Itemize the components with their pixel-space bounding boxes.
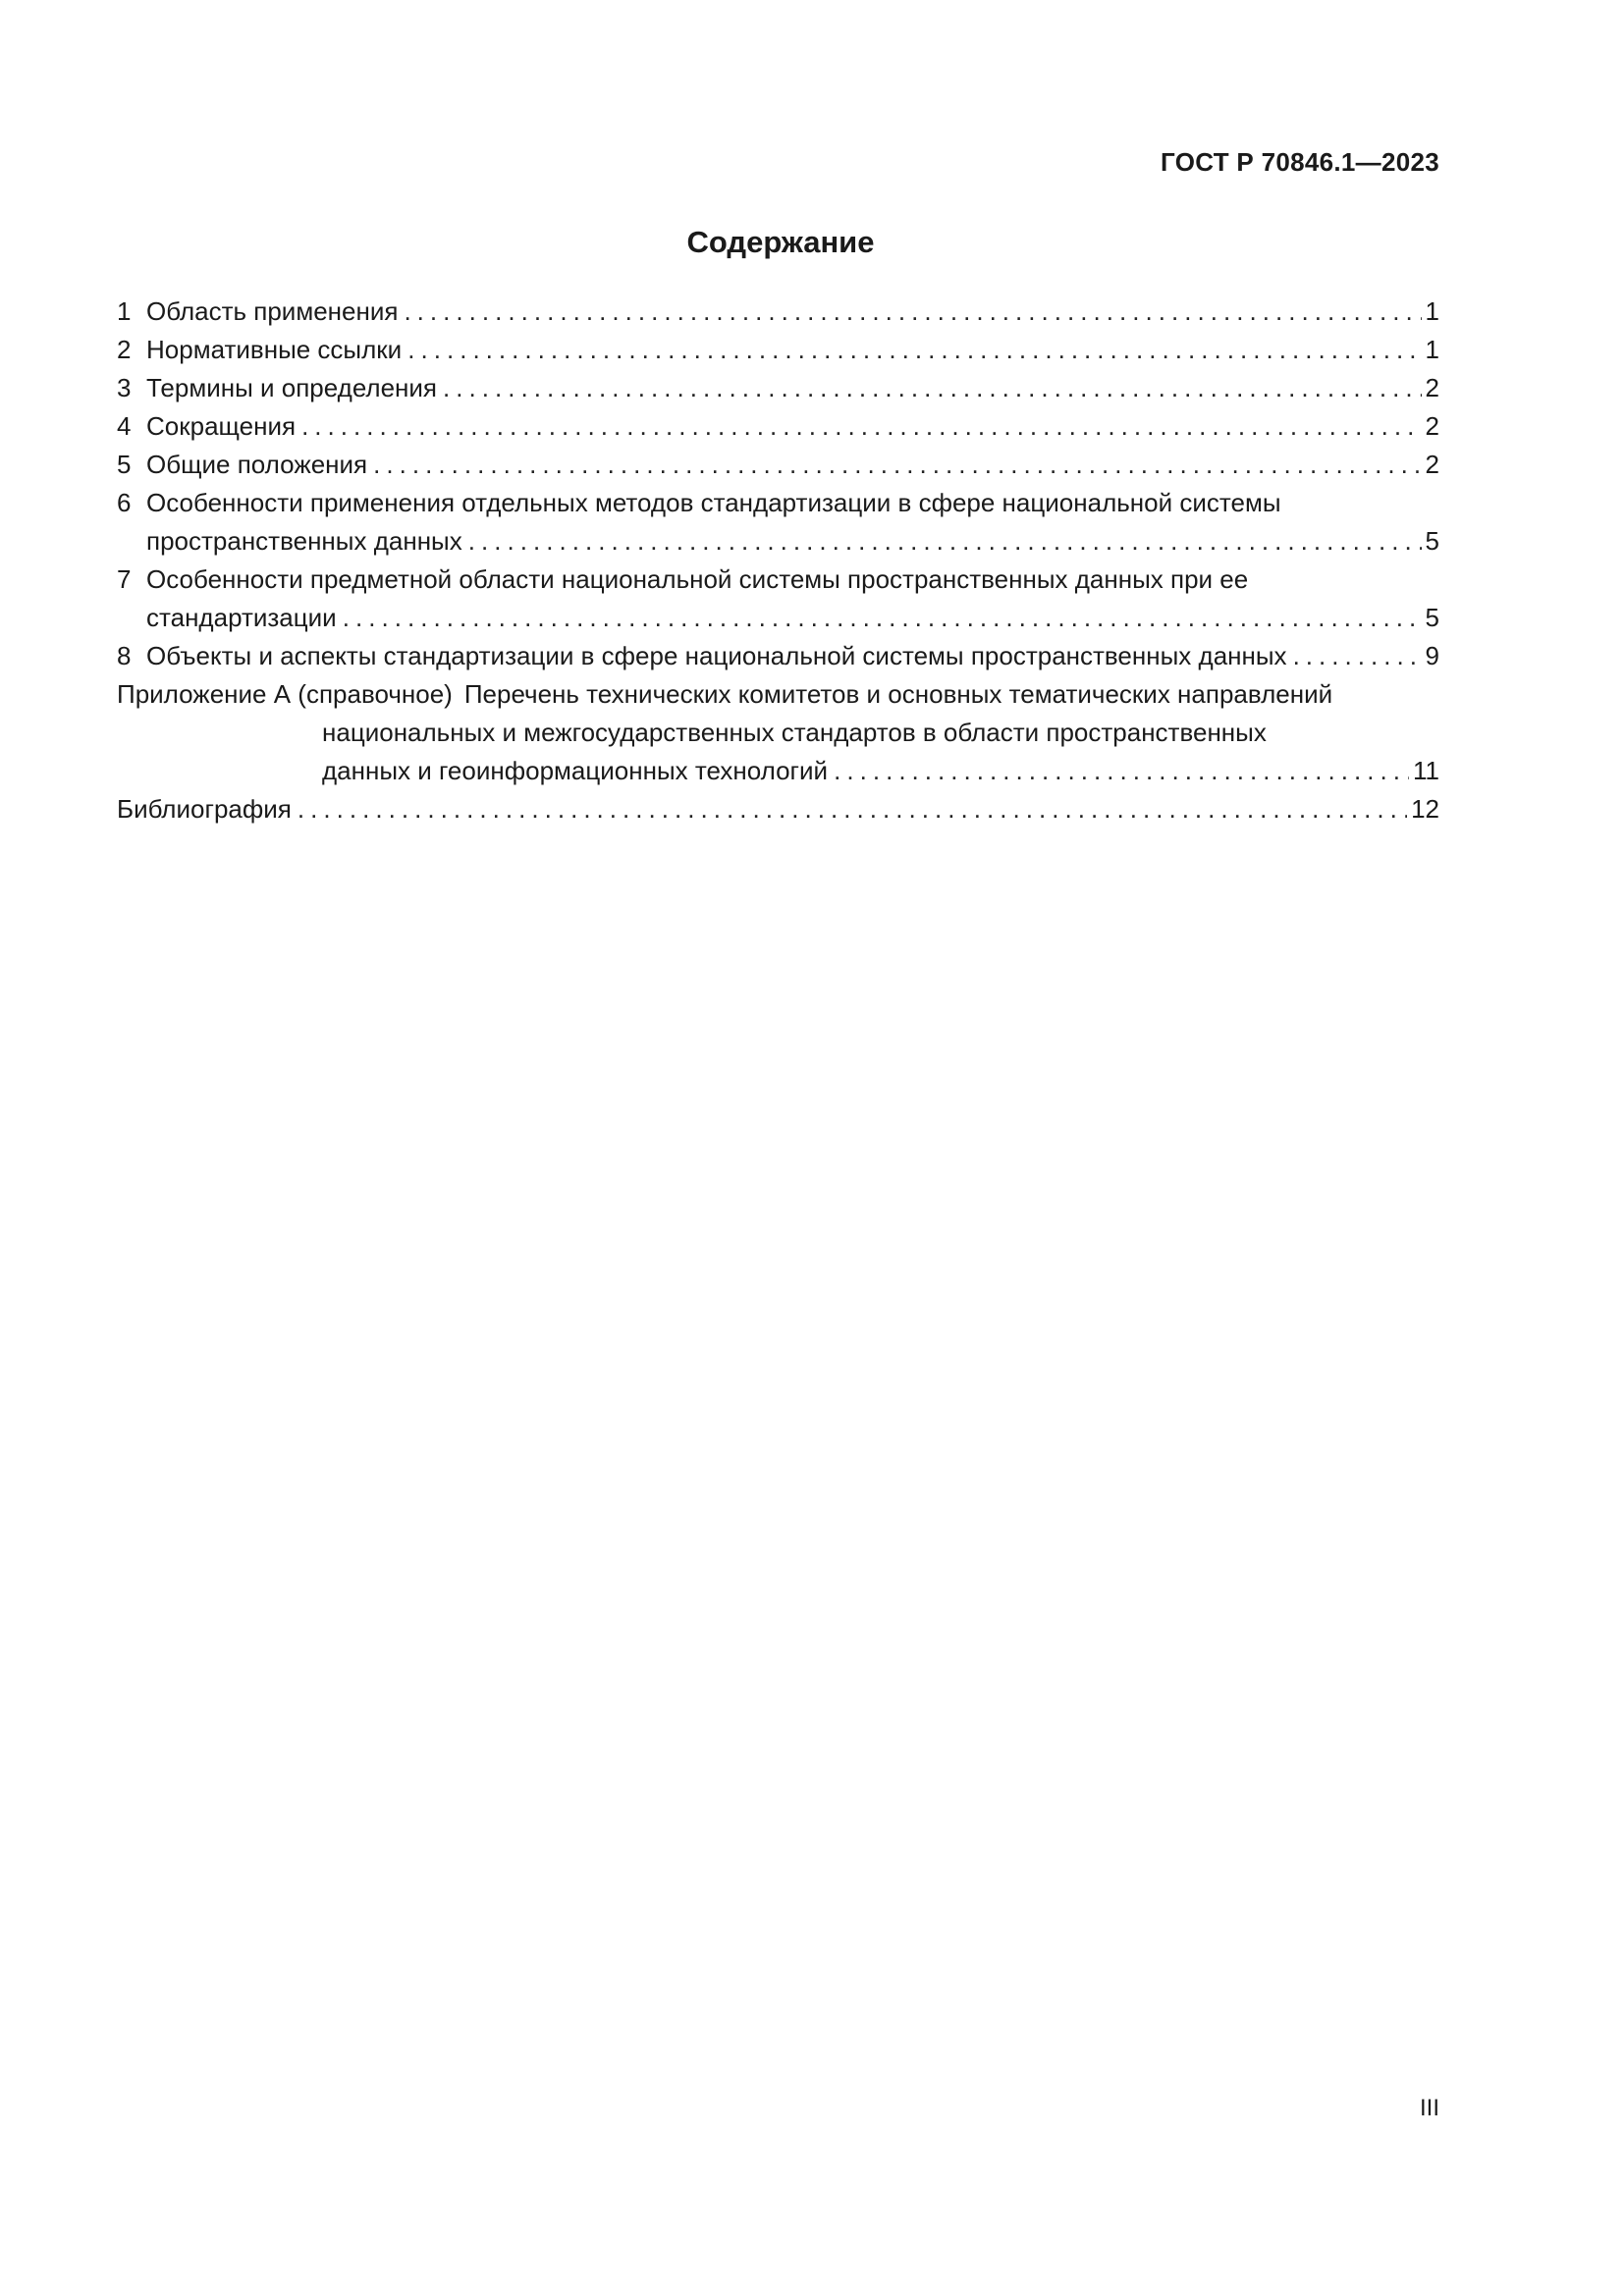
toc-entry-page: 5 — [1425, 526, 1439, 556]
toc-entry-page: 1 — [1425, 296, 1439, 326]
dot-leader — [1287, 637, 1422, 675]
toc-entry-page: 11 — [1413, 756, 1439, 785]
dot-leader — [337, 599, 1422, 637]
toc-entry-page: 12 — [1411, 794, 1439, 824]
toc-entry[interactable] — [117, 331, 1439, 369]
toc-title: Содержание — [686, 225, 875, 259]
toc-entry-title: Термины и определения — [146, 373, 438, 402]
toc-entry-title: Сокращения — [146, 411, 297, 441]
dot-leader — [398, 293, 1421, 331]
dot-leader — [402, 331, 1421, 369]
document-code: ГОСТ Р 70846.1—2023 — [1161, 147, 1439, 177]
toc-entry[interactable] — [117, 561, 1439, 637]
toc-entry-title: Область применения — [146, 296, 399, 326]
appendix-title-continuation: данных и геоинформационных технологий — [322, 756, 829, 785]
toc-entry-title: Особенности предметной области национальной системы пространственных данных при ее — [146, 564, 1249, 594]
toc-entry[interactable] — [117, 446, 1439, 484]
toc-entry-number: 1 — [117, 296, 132, 326]
toc-entry-title-continuation: пространственных данных — [146, 526, 462, 556]
toc-entry[interactable] — [117, 369, 1439, 407]
toc-entry-number: 5 — [117, 450, 132, 479]
toc-entry-page: 1 — [1425, 335, 1439, 364]
toc-entry-page: 5 — [1425, 603, 1439, 632]
appendix-label: Приложение А (справочное) — [117, 679, 453, 709]
dot-leader — [296, 407, 1421, 446]
appendix-title: Перечень технических комитетов и основных тематических направлений — [463, 679, 1333, 709]
toc-entry-number: 3 — [117, 373, 132, 402]
toc-entry[interactable] — [117, 484, 1439, 561]
toc-entry-title-continuation: стандартизации — [146, 603, 337, 632]
toc-entry-number: 4 — [117, 411, 132, 441]
bibliography-label: Библиография — [117, 794, 292, 824]
appendix-title-continuation: национальных и межгосударственных стандартов в области пространственных — [322, 718, 1267, 747]
toc-appendix-entry[interactable] — [117, 675, 1439, 790]
toc-entry-page: 2 — [1425, 450, 1439, 479]
toc-entry[interactable] — [117, 637, 1439, 675]
toc-entry-title: Особенности применения отдельных методов стандартизации в сфере национальной системы — [146, 488, 1281, 517]
toc-entry-number: 6 — [117, 488, 132, 517]
toc-entry-page: 2 — [1425, 411, 1439, 441]
toc-entry-title: Объекты и аспекты стандартизации в сфере национальной системы пространственных данных — [146, 641, 1287, 670]
table-of-contents — [117, 293, 1439, 828]
toc-entry-title: Общие положения — [146, 450, 368, 479]
dot-leader — [367, 446, 1421, 484]
toc-entry-page: 2 — [1425, 373, 1439, 402]
dot-leader — [292, 790, 1407, 828]
toc-entry-title: Нормативные ссылки — [146, 335, 403, 364]
dot-leader — [437, 369, 1422, 407]
dot-leader — [462, 522, 1422, 561]
dot-leader — [828, 752, 1409, 790]
toc-entry-number: 2 — [117, 335, 132, 364]
toc-bibliography-entry[interactable] — [117, 790, 1439, 828]
toc-entry-number: 8 — [117, 641, 132, 670]
toc-entry-number: 7 — [117, 564, 132, 594]
toc-entry[interactable] — [117, 407, 1439, 446]
toc-entry[interactable] — [117, 293, 1439, 331]
page-number: III — [1419, 2095, 1439, 2121]
toc-entry-page: 9 — [1425, 641, 1439, 670]
